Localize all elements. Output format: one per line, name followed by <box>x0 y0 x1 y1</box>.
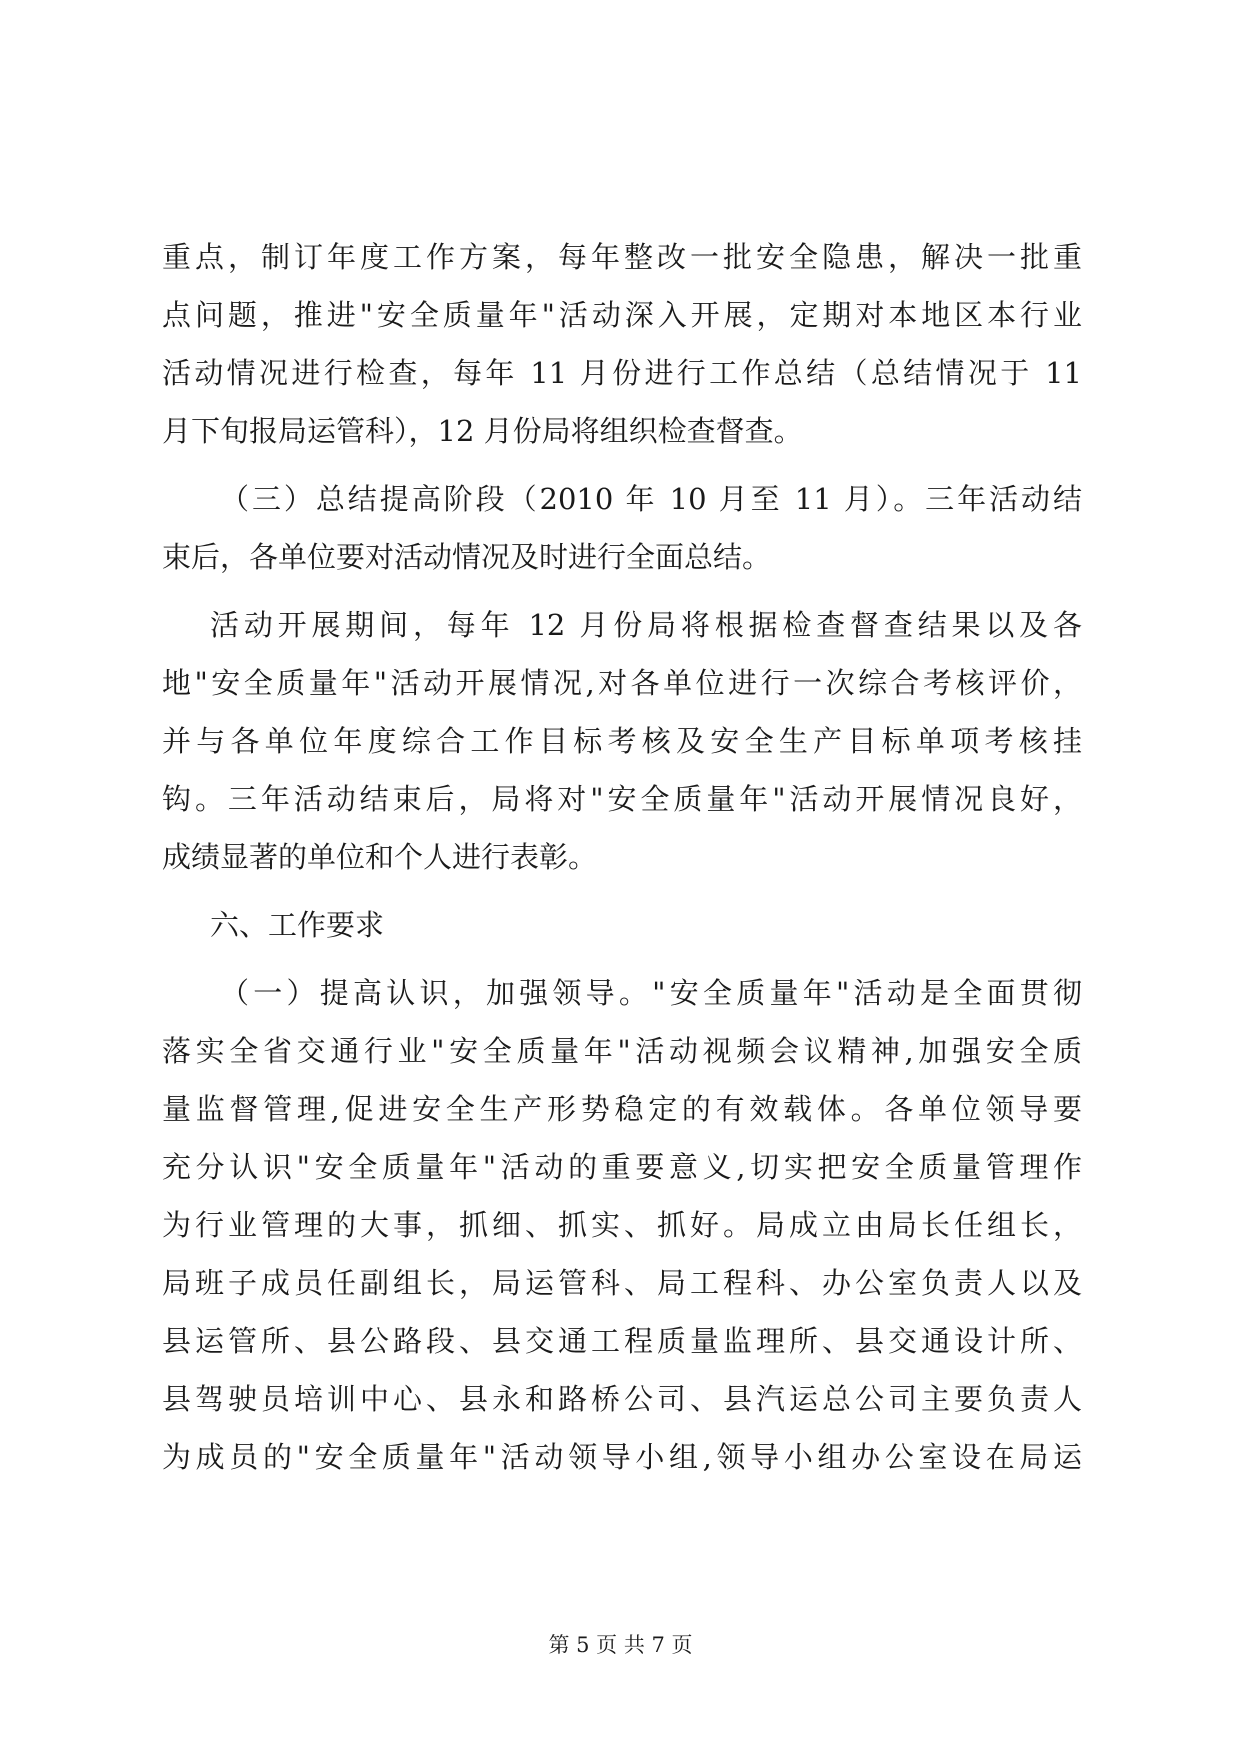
text-line: 地"安全质量年"活动开展情况,对各单位进行一次综合考核评价， <box>162 666 1082 700</box>
text-line: 成绩显著的单位和个人进行表彰。 <box>162 840 598 874</box>
text-line: 活动情况进行检查，每年 11 月份进行工作总结（总结情况于 11 <box>162 356 1082 390</box>
text-line: 束后，各单位要对活动情况及时进行全面总结。 <box>162 540 772 574</box>
text-line: 月下旬报局运管科），12 月份局将组织检查督查。 <box>162 414 803 448</box>
body-text <box>162 228 1082 1486</box>
text-line: 点问题，推进"安全质量年"活动深入开展，定期对本地区本行业 <box>162 298 1082 332</box>
text-line: 落实全省交通行业"安全质量年"活动视频会议精神,加强安全质 <box>162 1034 1082 1068</box>
text-line: 并与各单位年度综合工作目标考核及安全生产目标单项考核挂 <box>162 724 1082 758</box>
text-line: 钩。三年活动结束后，局将对"安全质量年"活动开展情况良好， <box>162 782 1082 816</box>
text-line: 重点，制订年度工作方案，每年整改一批安全隐患，解决一批重 <box>162 240 1082 274</box>
text-line: （一）提高认识，加强领导。"安全质量年"活动是全面贯彻 <box>220 976 1082 1010</box>
text-line: （三）总结提高阶段（2010 年 10 月至 11 月）。三年活动结 <box>220 482 1082 516</box>
text-line: 为行业管理的大事，抓细、抓实、抓好。局成立由局长任组长， <box>162 1208 1082 1242</box>
text-line: 为成员的"安全质量年"活动领导小组,领导小组办公室设在局运 <box>162 1440 1082 1474</box>
text-line: 活动开展期间，每年 12 月份局将根据检查督查结果以及各 <box>210 608 1082 642</box>
text-line: 充分认识"安全质量年"活动的重要意义,切实把安全质量管理作 <box>162 1150 1082 1184</box>
text-line: 县驾驶员培训中心、县永和路桥公司、县汽运总公司主要负责人 <box>162 1382 1082 1416</box>
text-line: 县运管所、县公路段、县交通工程质量监理所、县交通设计所、 <box>162 1324 1082 1358</box>
text-line: 局班子成员任副组长，局运管科、局工程科、办公室负责人以及 <box>162 1266 1082 1300</box>
text-line: 量监督管理,促进安全生产形势稳定的有效载体。各单位领导要 <box>162 1092 1082 1126</box>
page-number-footer: 第 5 页 共 7 页 <box>548 1633 693 1657</box>
section-heading: 六、工作要求 <box>210 908 385 942</box>
